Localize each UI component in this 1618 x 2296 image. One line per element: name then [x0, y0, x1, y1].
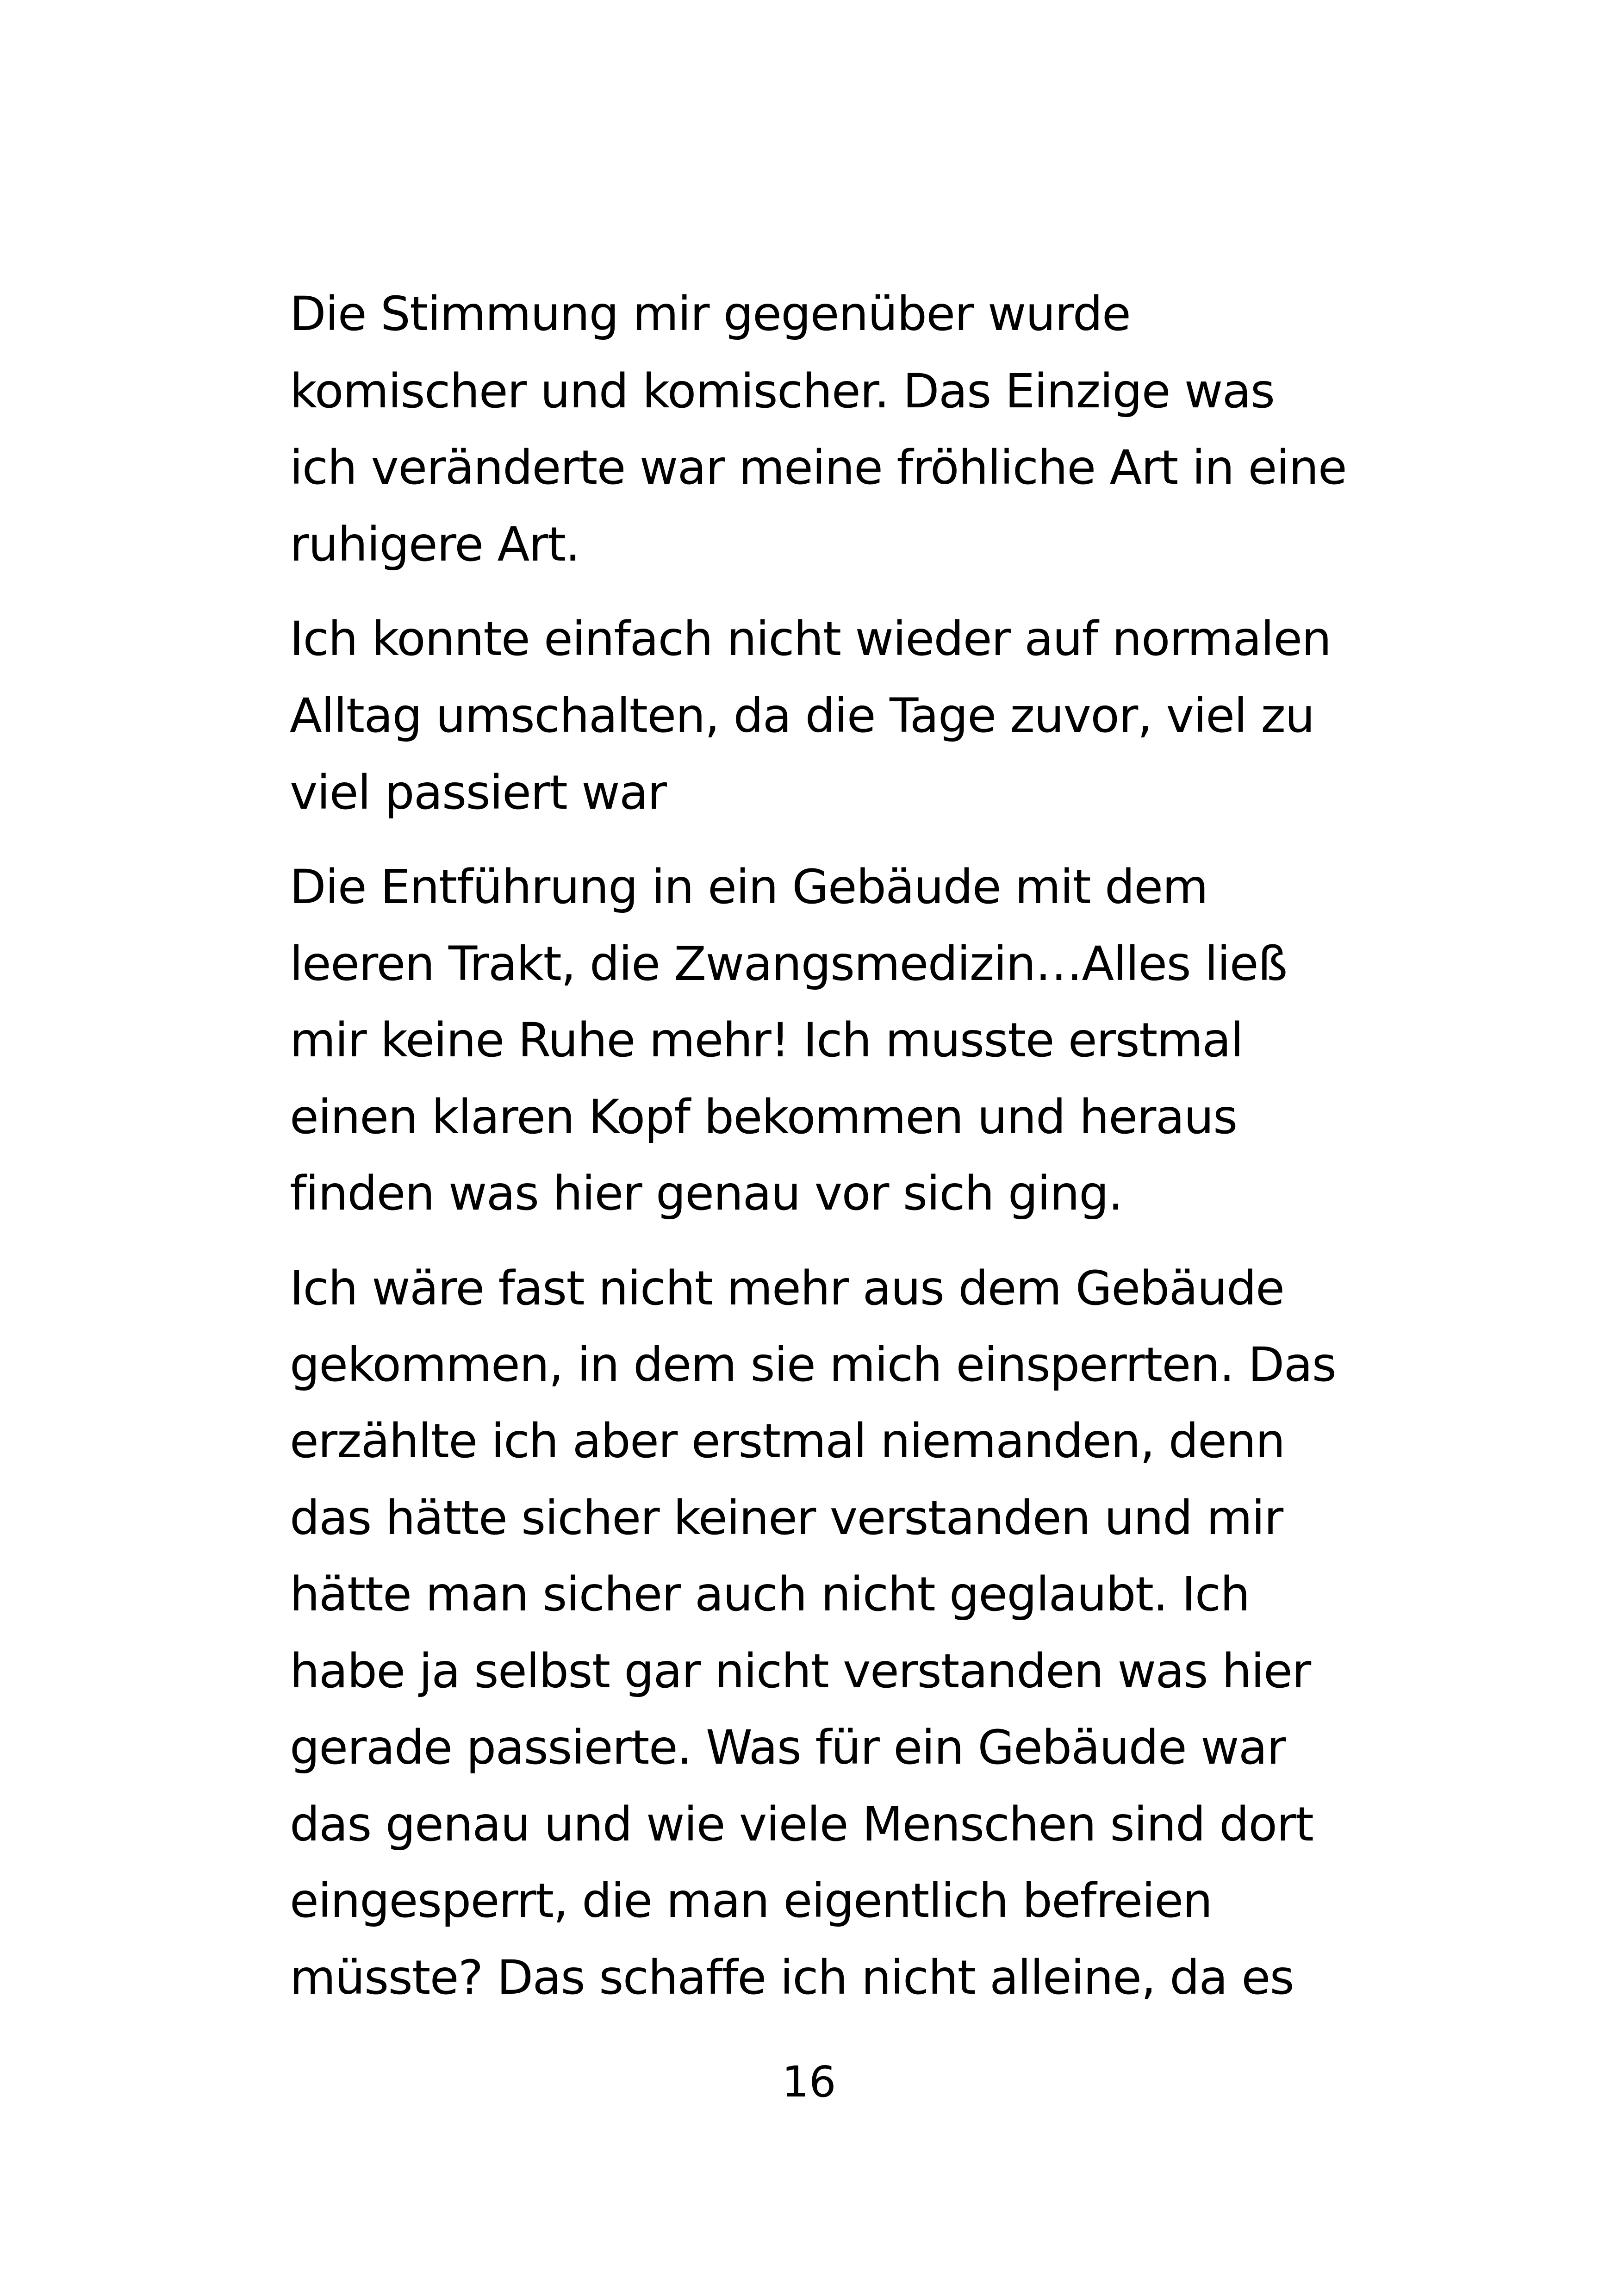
- text-line: habe ja selbst gar nicht verstanden was hier: [290, 1644, 1311, 1699]
- text-line: Die Stimmung mir gegenüber wurde: [290, 287, 1131, 342]
- text-line: Ich wäre fast nicht mehr aus dem Gebäude: [290, 1261, 1284, 1316]
- text-line: finden was hier genau vor sich ging.: [290, 1166, 1123, 1221]
- text-line: einen klaren Kopf bekommen und heraus: [290, 1090, 1237, 1145]
- text-line: ich veränderte war meine fröhliche Art in eine: [290, 440, 1347, 495]
- text-line: das hätte sicher keiner verstanden und mir: [290, 1491, 1283, 1546]
- text-line: müsste? Das schaffe ich nicht alleine, da es: [290, 1950, 1294, 2005]
- text-line: viel passiert war: [290, 765, 666, 820]
- text-line: das genau und wie viele Menschen sind dort: [290, 1797, 1313, 1852]
- page-number: 16: [782, 2057, 836, 2107]
- text-line: komischer und komischer. Das Einzige was: [290, 364, 1275, 419]
- text-line: gerade passierte. Was für ein Gebäude war: [290, 1720, 1286, 1775]
- text-line: gekommen, in dem sie mich einsperrten. Das: [290, 1337, 1336, 1392]
- text-line: eingesperrt, die man eigentlich befreien: [290, 1873, 1212, 1928]
- text-line: Alltag umschalten, da die Tage zuvor, viel zu: [290, 688, 1314, 743]
- text-line: Die Entführung in ein Gebäude mit dem: [290, 860, 1208, 915]
- text-line: mir keine Ruhe mehr! Ich musste erstmal: [290, 1013, 1243, 1068]
- text-line: Ich konnte einfach nicht wieder auf normalen: [290, 611, 1331, 667]
- text-line: leeren Trakt, die Zwangsmedizin…Alles ließ: [290, 936, 1287, 992]
- text-line: hätte man sicher auch nicht geglaubt. Ich: [290, 1567, 1250, 1622]
- text-line: erzählte ich aber erstmal niemanden, denn: [290, 1414, 1285, 1469]
- text-line: ruhigere Art.: [290, 517, 580, 572]
